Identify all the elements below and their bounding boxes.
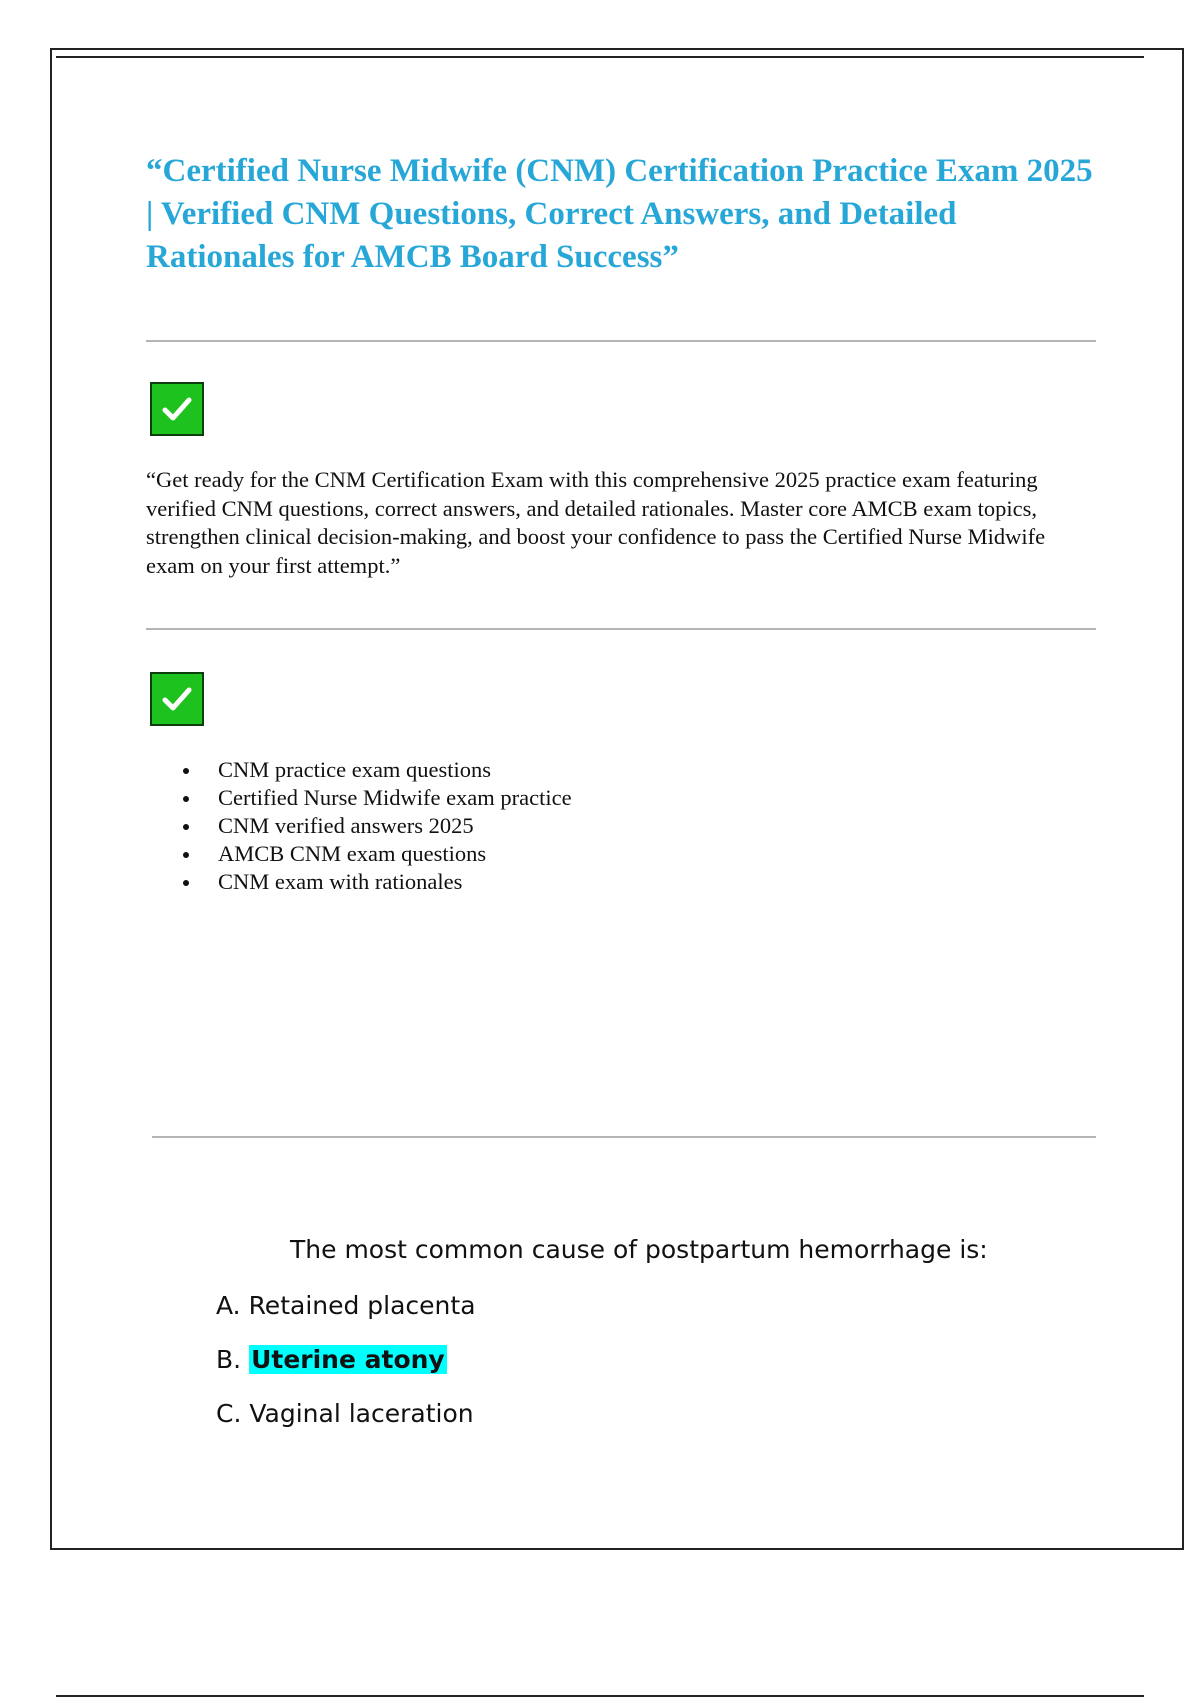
list-item: CNM practice exam questions <box>178 756 572 784</box>
quiz-option-a: A. Retained placenta <box>216 1291 476 1320</box>
quiz-question: The most common cause of postpartum hemorrhage is: <box>290 1235 988 1264</box>
document-title: “Certified Nurse Midwife (CNM) Certification Practice Exam 2025 | Verified CNM Questions, Correct Answers, and Detailed Rationales for AMCB Board Success” <box>146 153 1093 275</box>
header-rule <box>56 56 1144 58</box>
correct-answer-highlight: Uterine atony <box>251 1345 445 1374</box>
bullet-icon <box>183 796 189 802</box>
bullet-icon <box>183 768 189 774</box>
keyword-list <box>178 756 572 896</box>
list-item: AMCB CNM exam questions <box>178 840 572 868</box>
list-item: CNM exam with rationales <box>178 868 572 896</box>
check-mark-icon <box>150 382 204 436</box>
footer-rule <box>56 1695 1144 1697</box>
quiz-option-c: C. Vaginal laceration <box>216 1399 474 1428</box>
bullet-icon <box>183 880 189 886</box>
bullet-icon <box>183 852 189 858</box>
list-item: Certified Nurse Midwife exam practice <box>178 784 572 812</box>
divider <box>146 628 1096 630</box>
list-item: CNM verified answers 2025 <box>178 812 572 840</box>
description-paragraph: “Get ready for the CNM Certification Exam with this comprehensive 2025 practice exam featuring verified CNM questions, correct answers, and detailed rationales. Master core AMCB exam topics, strengthen clinical decision-making, and boost your confidence to pass the Certified Nurse Midwife exam on your first attempt.” <box>146 467 1046 578</box>
bullet-icon <box>183 824 189 830</box>
divider <box>146 340 1096 342</box>
quiz-option-b: B. Uterine atony <box>216 1345 445 1374</box>
divider <box>152 1136 1096 1138</box>
check-mark-icon <box>150 672 204 726</box>
